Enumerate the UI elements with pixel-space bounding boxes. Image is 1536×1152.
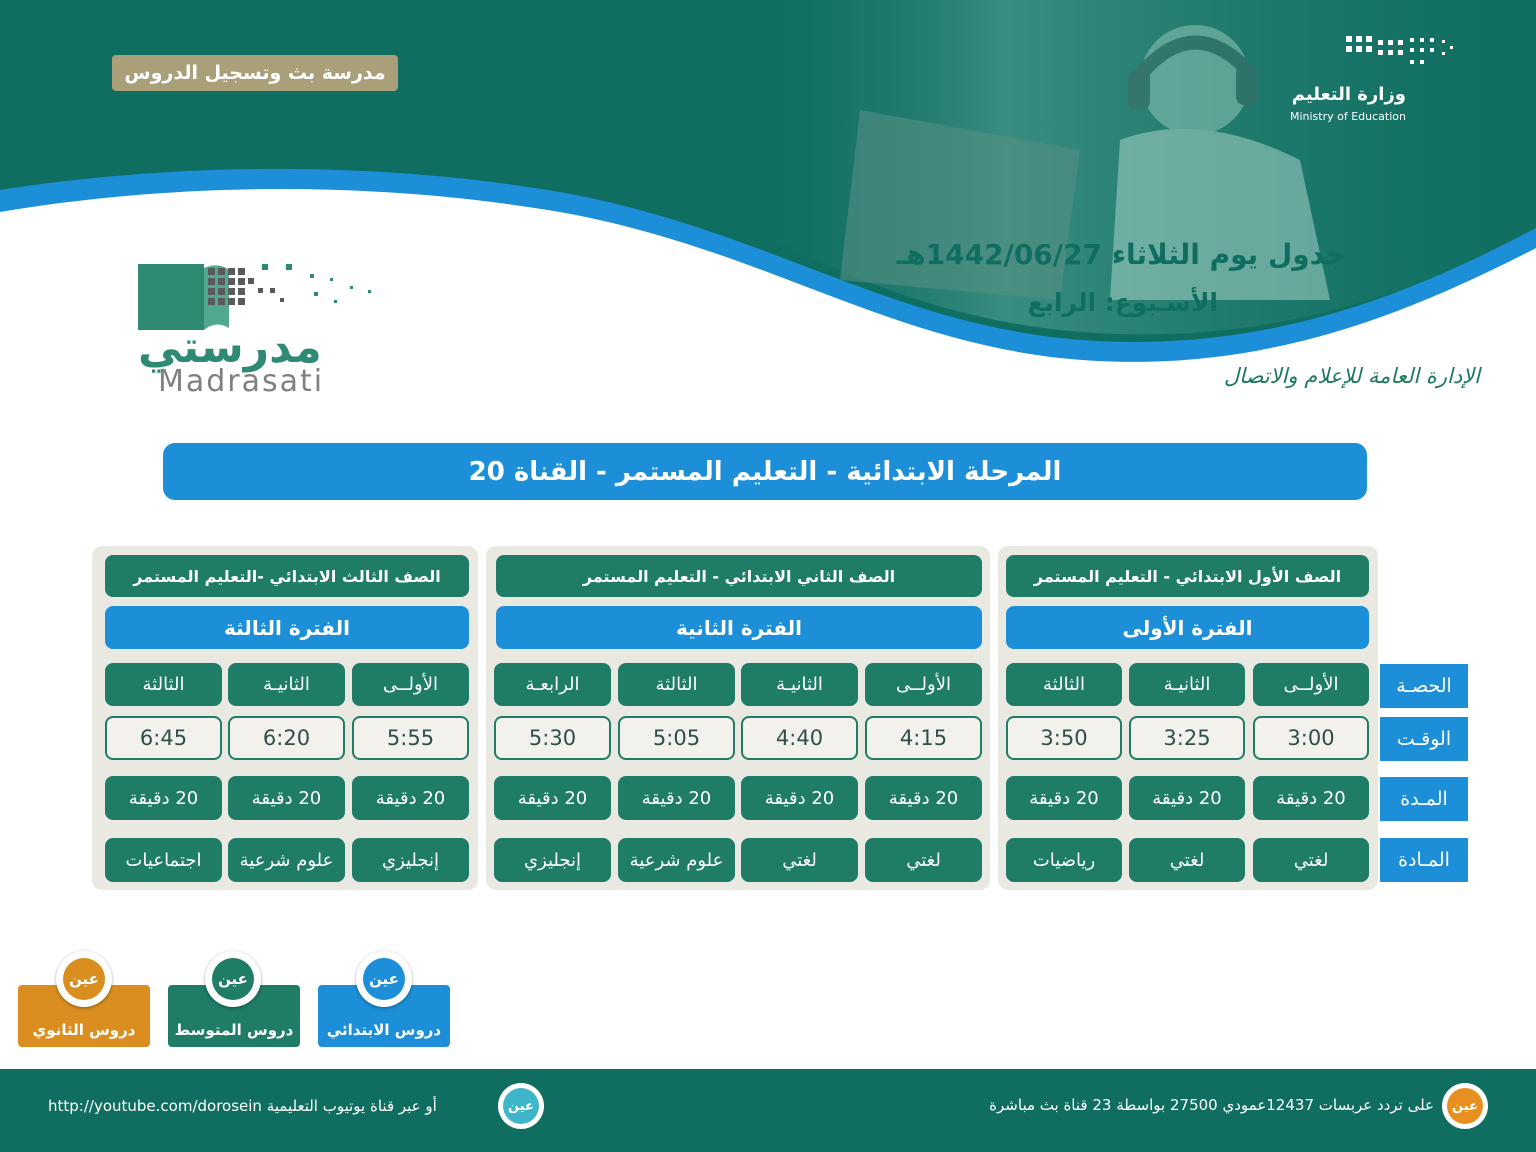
session-cell: الأولــى [352, 663, 469, 706]
duration-cell: 20 دقيقة [865, 776, 982, 820]
duration-cell: 20 دقيقة [105, 776, 222, 820]
session-cell: الأولــى [1253, 663, 1369, 706]
duration-cell: 20 دقيقة [1253, 776, 1369, 820]
duration-cell: 20 دقيقة [352, 776, 469, 820]
duration-cell: 20 دقيقة [741, 776, 858, 820]
stage-banner: المرحلة الابتدائية - التعليم المستمر - القناة 20 [163, 443, 1367, 500]
ain-channel-logo-icon [1442, 1083, 1488, 1129]
time-cell: 5:30 [494, 716, 611, 760]
ministry-dots-icon [1344, 32, 1464, 76]
time-cell: 5:55 [352, 716, 469, 760]
ain-logo-text: عين [1447, 1088, 1483, 1124]
ain-logo-icon [56, 951, 112, 1007]
session-cell: الثالثة [1006, 663, 1122, 706]
channel-label: دروس الابتدائي [326, 1021, 442, 1039]
ministry-name-en: Ministry of Education [1289, 110, 1406, 123]
duration-cell: 20 دقيقة [228, 776, 345, 820]
session-cell: الثانيـة [1129, 663, 1245, 706]
ain-logo-icon [205, 951, 261, 1007]
session-cell: الثانيـة [741, 663, 858, 706]
channel-label: دروس الثانوي [32, 1021, 136, 1039]
madrasati-logo-en: Madrasati [158, 364, 325, 399]
session-cell: الثانيـة [228, 663, 345, 706]
subject-cell: إنجليزي [352, 838, 469, 882]
period-title: الفترة الثانية [496, 606, 982, 649]
subject-cell: لغتي [741, 838, 858, 882]
ain-logo-icon [356, 951, 412, 1007]
row-label-session: الحصـة [1380, 664, 1468, 708]
subject-cell: إنجليزي [494, 838, 611, 882]
subject-cell: لغتي [1253, 838, 1369, 882]
subject-cell: علوم شرعية [618, 838, 735, 882]
class-title: الصف الأول الابتدائي - التعليم المستمر [1006, 555, 1369, 597]
ministry-name-ar: وزارة التعليم [1291, 84, 1406, 105]
class-title: الصف الثاني الابتدائي - التعليم المستمر [496, 555, 982, 597]
time-cell: 4:15 [865, 716, 982, 760]
session-cell: الثالثة [618, 663, 735, 706]
time-cell: 6:20 [228, 716, 345, 760]
time-cell: 5:05 [618, 716, 735, 760]
schedule-date: جدول يوم الثلاثاء 1442/06/27هـ [896, 238, 1346, 271]
row-label-time: الوقـت [1380, 717, 1468, 761]
school-tag: مدرسة بث وتسجيل الدروس [112, 55, 398, 91]
channel-label: دروس المتوسط [174, 1021, 294, 1039]
madrasati-logo-ar: مدرستي [138, 322, 322, 373]
session-cell: الثالثة [105, 663, 222, 706]
time-cell: 6:45 [105, 716, 222, 760]
time-cell: 3:25 [1129, 716, 1245, 760]
subject-cell: اجتماعيات [105, 838, 222, 882]
class-title: الصف الثالث الابتدائي -التعليم المستمر [105, 555, 469, 597]
ain-logo-text: عين [63, 958, 105, 1000]
media-department-logo: الإدارة العامة للإعلام والاتصال [1223, 364, 1480, 388]
session-cell: الرابعـة [494, 663, 611, 706]
session-cell: الأولــى [865, 663, 982, 706]
duration-cell: 20 دقيقة [618, 776, 735, 820]
youtube-link[interactable]: http://youtube.com/dorosein أو عبر قناة يوتيوب التعليمية [48, 1097, 437, 1115]
ain-logo-text: عين [212, 958, 254, 1000]
ministry-logo [1289, 32, 1500, 132]
row-label-subject: المـادة [1380, 838, 1468, 882]
satellite-frequency: على تردد عربسات 12437عمودي 27500 بواسطة 23 قناة بث مباشرة [989, 1096, 1434, 1114]
row-label-duration: المـدة [1380, 777, 1468, 821]
ain-youtube-logo-icon [498, 1083, 544, 1129]
duration-cell: 20 دقيقة [494, 776, 611, 820]
time-cell: 4:40 [741, 716, 858, 760]
duration-cell: 20 دقيقة [1006, 776, 1122, 820]
schedule-week: الأسـبوع: الرابع [1027, 288, 1218, 317]
ain-logo-text: عين [363, 958, 405, 1000]
subject-cell: لغتي [865, 838, 982, 882]
ain-logo-text: عين [503, 1088, 539, 1124]
subject-cell: رياضيات [1006, 838, 1122, 882]
subject-cell: علوم شرعية [228, 838, 345, 882]
subject-cell: لغتي [1129, 838, 1245, 882]
period-title: الفترة الأولى [1006, 606, 1369, 649]
duration-cell: 20 دقيقة [1129, 776, 1245, 820]
time-cell: 3:50 [1006, 716, 1122, 760]
time-cell: 3:00 [1253, 716, 1369, 760]
period-title: الفترة الثالثة [105, 606, 469, 649]
